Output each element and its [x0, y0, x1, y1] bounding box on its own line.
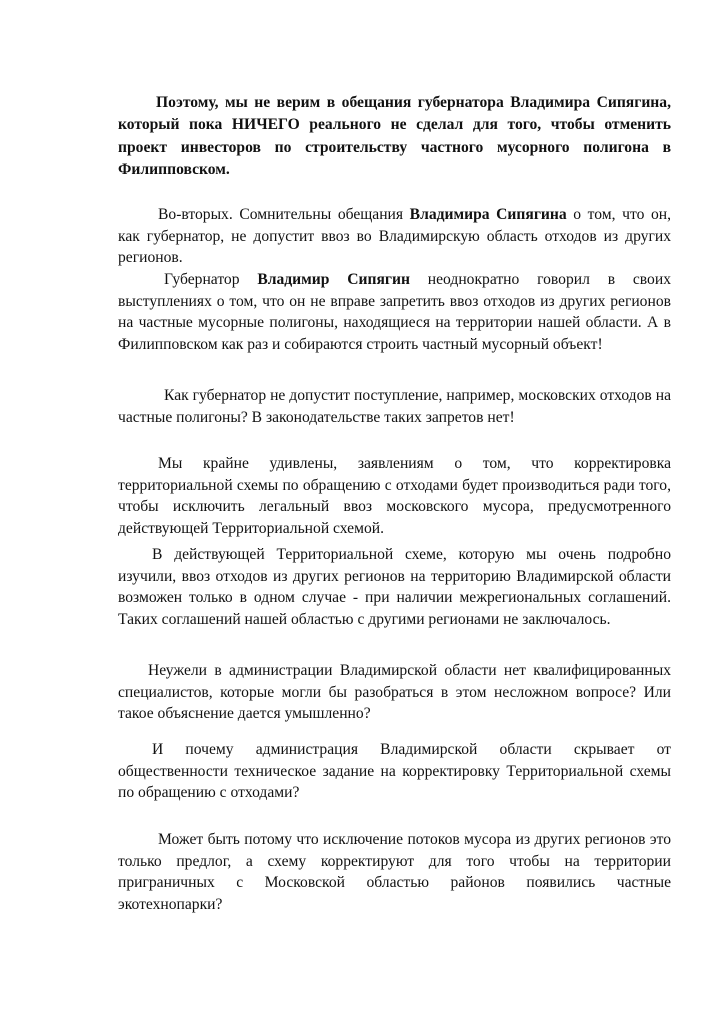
paragraph-governor-text-c: неоднократно говорил в своих выступлениях о том, что он не вправе запретить ввоз отходов из других регионов на частные мусорные полигоны, находящиеся на территории нашей области. А в Филипповском как раз и собираются строить частный мусорный объект! [118, 271, 671, 353]
paragraph-secondly-text-c: о том, что он, как губернатор, не допустит ввоз во Владимирскую область отходов из других регионов. [118, 206, 671, 267]
paragraph-governor-statements [118, 269, 671, 355]
paragraph-secondly-name: Владимира Сипягина [409, 206, 567, 223]
paragraph-secondly [118, 204, 671, 269]
paragraph-current-scheme: В действующей Территориальной схеме, которую мы очень подробно изучили, ввоз отходов из других регионов на территорию Владимирской области возможен только в одном случае - при наличии межрегиональных соглашений. Таких соглашений нашей областью с другими регионами не заключалось. [118, 546, 671, 628]
paragraph-governor-text-a: Губернатор [164, 271, 258, 288]
paragraph-technical-task-question: И почему администрация Владимирской области скрывает от общественности техническое задание на корректировку Территориальной схемы по обращению с отходами? [118, 741, 671, 802]
paragraph-moscow-waste-question: Как губернатор не допустит поступление, например, московских отходов на частные полигоны? В законодательстве таких запретов нет! [118, 387, 671, 426]
paragraph-scheme-correction: Мы крайне удивлены, заявлениям о том, что корректировка территориальной схемы по обращению с отходами будет производиться ради того, чтобы исключить легальный ввоз московского мусора, предусмотренного действующей Территориальной схемой. [118, 455, 671, 537]
paragraph-governor-name: Владимир Сипягин [257, 271, 410, 288]
paragraph-secondly-text-a: Во-вторых. Сомнительны обещания [158, 206, 410, 223]
paragraph-promises-distrust: Поэтому, мы не верим в обещания губернатора Владимира Сипягина, который пока НИЧЕГО реального не сделал для того, чтобы отменить проект инвесторов по строительству частного мусорного полигона в Филипповском. [118, 94, 671, 179]
paragraph-specialists-question: Неужели в администрации Владимирской области нет квалифицированных специалистов, которые могли бы разобраться в этом несложном вопросе? Или такое объяснение дается умышленно? [118, 662, 671, 723]
paragraph-ecotechnoparks: Может быть потому что исключение потоков мусора из других регионов это только предлог, а схему корректируют для того чтобы на территории приграничных с Московской областью районов появились частные экотехнопарки? [118, 831, 671, 913]
